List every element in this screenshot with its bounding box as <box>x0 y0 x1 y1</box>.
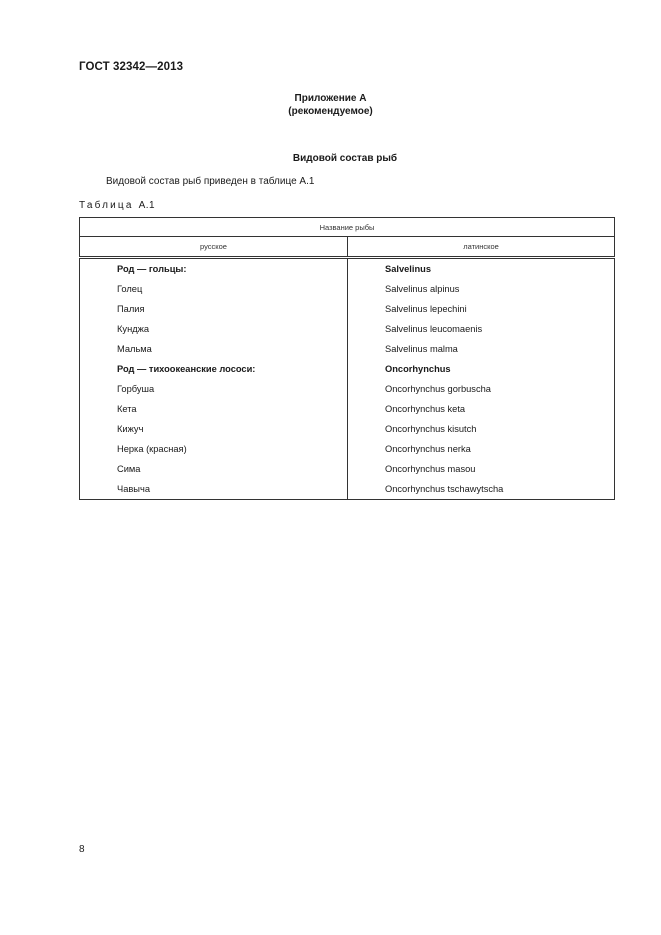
cell-russian-name: Мальма <box>80 339 348 359</box>
cell-latin-name: Oncorhynchus gorbuscha <box>348 379 615 399</box>
cell-latin-name: Salvelinus leucomaenis <box>348 319 615 339</box>
table-row <box>80 459 615 479</box>
section-title: Видовой состав рыб <box>292 153 398 164</box>
cell-russian-name: Чавыча <box>80 479 348 500</box>
table-column-header-row <box>80 237 615 258</box>
cell-latin-name: Oncorhynchus masou <box>348 459 615 479</box>
cell-latin-name: Salvelinus lepechini <box>348 299 615 319</box>
cell-russian-name: Палия <box>80 299 348 319</box>
table-group-header-row <box>80 218 615 237</box>
page-number: 8 <box>79 844 85 855</box>
cell-latin-name: Salvelinus <box>348 258 615 280</box>
table-caption-number: А.1 <box>138 200 156 211</box>
table-row <box>80 479 615 500</box>
intro-paragraph: Видовой состав рыб приведен в таблице А.1 <box>106 176 315 187</box>
appendix-status: (рекомендуемое) <box>288 106 373 117</box>
fish-species-table <box>79 217 615 500</box>
cell-latin-name: Oncorhynchus nerka <box>348 439 615 459</box>
table-body <box>80 258 615 500</box>
table-caption <box>79 200 155 211</box>
cell-latin-name: Salvelinus malma <box>348 339 615 359</box>
table-row-genus <box>80 359 615 379</box>
cell-latin-name: Oncorhynchus keta <box>348 399 615 419</box>
table-row <box>80 339 615 359</box>
cell-russian-name: Голец <box>80 279 348 299</box>
table-row <box>80 279 615 299</box>
standard-code: ГОСТ 32342—2013 <box>79 61 184 73</box>
cell-russian-name: Горбуша <box>80 379 348 399</box>
cell-latin-name: Oncorhynchus kisutch <box>348 419 615 439</box>
table-row <box>80 319 615 339</box>
cell-latin-name: Oncorhynchus tschawytscha <box>348 479 615 500</box>
appendix-title: Приложение А <box>294 93 367 104</box>
cell-russian-name: Кижуч <box>80 419 348 439</box>
table-row <box>80 439 615 459</box>
cell-russian-name: Сима <box>80 459 348 479</box>
table-row <box>80 379 615 399</box>
cell-latin-name: Salvelinus alpinus <box>348 279 615 299</box>
table-caption-label: Таблица <box>79 200 134 211</box>
table-row-genus <box>80 258 615 280</box>
cell-russian-name: Род — тихоокеанские лососи: <box>80 359 348 379</box>
table-row <box>80 299 615 319</box>
cell-russian-name: Кета <box>80 399 348 419</box>
cell-latin-name: Oncorhynchus <box>348 359 615 379</box>
group-header-cell: Название рыбы <box>80 218 615 237</box>
cell-russian-name: Нерка (красная) <box>80 439 348 459</box>
table-row <box>80 399 615 419</box>
cell-russian-name: Кунджа <box>80 319 348 339</box>
cell-russian-name: Род — гольцы: <box>80 258 348 280</box>
appendix-heading <box>0 92 661 118</box>
table-row <box>80 419 615 439</box>
column-header-latin: латинское <box>348 237 615 258</box>
column-header-russian: русское <box>80 237 348 258</box>
